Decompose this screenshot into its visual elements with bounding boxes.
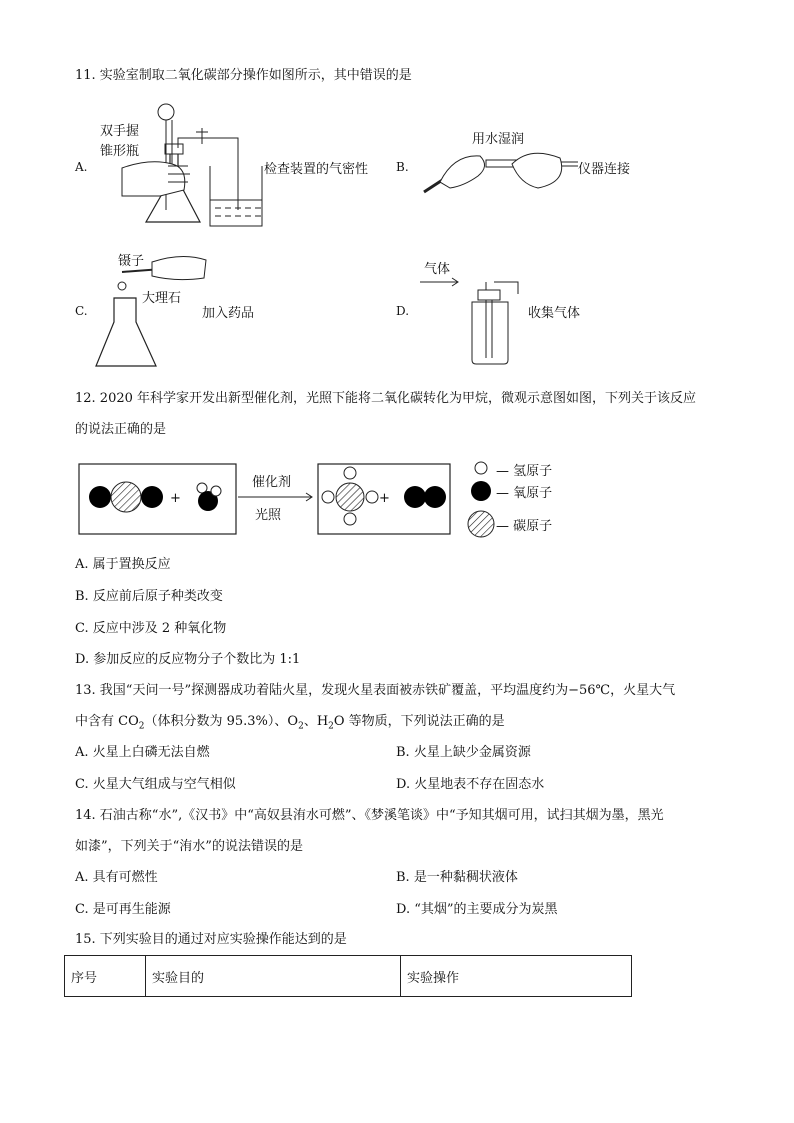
q11-option-d-letter: D. <box>396 304 410 318</box>
q11-a-grip-label-1: 双手握 <box>100 124 140 139</box>
q11-d-gas-label: 气体 <box>424 262 451 277</box>
q12-plus-left: + <box>170 491 181 506</box>
q15-experiment-table <box>64 955 632 997</box>
q14-stem-line-2: 如漆”，下列关于“洧水”的说法错误的是 <box>75 839 303 854</box>
q11-a-airtightness-figure <box>120 100 270 230</box>
table-header-purpose: 实验目的 <box>146 956 401 997</box>
q11-option-a-letter: A. <box>75 160 88 174</box>
table-header-operation: 实验操作 <box>401 956 632 997</box>
q11-b-connection-figure <box>420 148 580 198</box>
q14-option-a: A. 具有可燃性 <box>75 870 158 885</box>
q13-option-a: A. 火星上白磷无法自燃 <box>75 745 210 760</box>
q14-option-c: C. 是可再生能源 <box>75 902 171 917</box>
q12-legend-carbon: — 碳原子 <box>496 519 553 534</box>
q12-option-c: C. 反应中涉及 2 种氧化物 <box>75 621 227 636</box>
q12-legend-oxygen: — 氧原子 <box>496 486 553 501</box>
q14-option-d: D. “其烟”的主要成分为炭黑 <box>396 902 558 917</box>
q12-stem-line-2: 的说法正确的是 <box>75 422 167 437</box>
q11-a-caption: 检查装置的气密性 <box>264 162 369 177</box>
q12-option-b: B. 反应前后原子种类改变 <box>75 589 223 604</box>
q15-stem: 15. 下列实验目的通过对应实验操作能达到的是 <box>75 932 347 947</box>
q11-c-tweezer-label: 镊子 <box>118 254 145 269</box>
q12-option-d: D. 参加反应的反应物分子个数比为 1:1 <box>75 652 301 667</box>
q12-option-a: A. 属于置换反应 <box>75 557 171 572</box>
q11-stem: 11. 实验室制取二氧化碳部分操作如图所示，其中错误的是 <box>75 68 412 83</box>
q11-c-adding-reagent-figure <box>92 252 212 374</box>
q13-option-d: D. 火星地表不存在固态水 <box>396 777 545 792</box>
q13-stem-line-1: 13. 我国“天问一号”探测器成功着陆火星，发现火星表面被赤铁矿覆盖，平均温度约为−56℃，火星大气 <box>75 683 676 698</box>
q12-stem-line-1: 12. 2020 年科学家开发出新型催化剂，光照下能将二氧化碳转化为甲烷，微观示意图如图，下列关于该反应 <box>75 391 697 406</box>
q12-plus-right: + <box>379 491 390 506</box>
q14-stem-line-1: 14. 石油古称“水”,《汉书》中“高奴县洧水可燃”、《梦溪笔谈》中“予知其烟可用，试扫其烟为墨，黑光 <box>75 808 664 823</box>
q11-b-top-label: 用水湿润 <box>472 132 525 147</box>
q13-stem-line-2: 中含有 $CO_2$（体积分数为 95.3%）、$O_2$、$H_2O$ 等物质，下列说法正确的是 <box>75 714 505 732</box>
q11-d-gas-collection-figure <box>418 274 528 366</box>
table-header-index: 序号 <box>65 956 146 997</box>
q11-d-caption: 收集气体 <box>528 306 581 321</box>
q12-legend-hydrogen: — 氢原子 <box>496 464 553 479</box>
q11-option-c-letter: C. <box>75 304 88 318</box>
table-header-row <box>65 956 632 997</box>
q13-option-c: C. 火星大气组成与空气相似 <box>75 777 236 792</box>
q14-option-b: B. 是一种黏稠状液体 <box>396 870 518 885</box>
q12-light-label: 光照 <box>255 508 282 523</box>
q11-b-caption: 仪器连接 <box>578 162 631 177</box>
q13-option-b: B. 火星上缺少金属资源 <box>396 745 531 760</box>
q11-option-b-letter: B. <box>396 160 409 174</box>
q11-a-grip-label-2: 锥形瓶 <box>100 144 140 159</box>
q12-catalyst-label: 催化剂 <box>252 475 292 490</box>
q11-c-caption: 加入药品 <box>202 306 255 321</box>
q11-c-marble-label: 大理石 <box>142 291 182 306</box>
